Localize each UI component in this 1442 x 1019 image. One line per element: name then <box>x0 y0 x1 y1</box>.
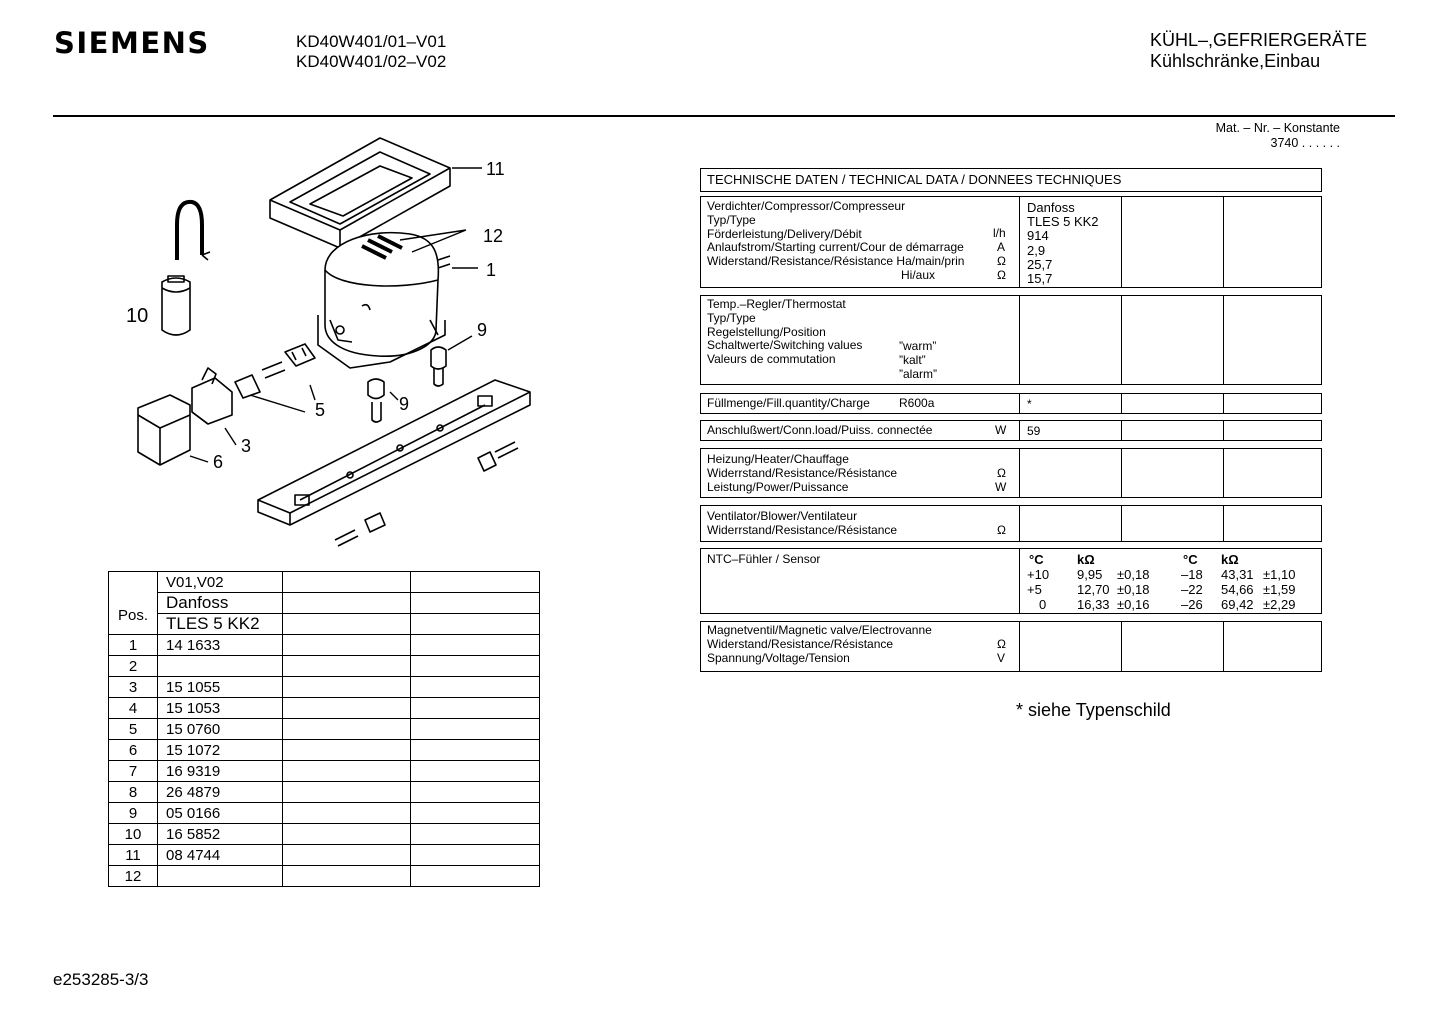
unit: Ω <box>997 268 1006 282</box>
pos-number: 7 <box>109 761 158 782</box>
empty-cell <box>283 677 411 698</box>
ntc-cell: 9,95 <box>1077 567 1103 582</box>
ntc-cell: –26 <box>1181 597 1203 612</box>
empty-cell <box>411 635 540 656</box>
ntc-cell: ±1,10 <box>1263 567 1296 582</box>
part-number: 14 1633 <box>158 635 283 656</box>
empty-cell <box>283 824 411 845</box>
unit: W <box>995 480 1007 494</box>
unit: V <box>997 651 1006 665</box>
part-number: 15 1055 <box>158 677 283 698</box>
part-number: 26 4879 <box>158 782 283 803</box>
ntc-cell: ±2,29 <box>1263 597 1296 612</box>
blower-box <box>700 505 1322 542</box>
model-number: KD40W401/01–V01 <box>296 32 447 51</box>
table-row <box>109 866 540 887</box>
pos-label: Pos. <box>109 572 158 635</box>
part-number: 16 9319 <box>158 761 283 782</box>
capacitor-part <box>162 202 210 335</box>
switch-value: ”warm” <box>899 339 937 353</box>
empty-cell <box>411 740 540 761</box>
empty-cell <box>283 740 411 761</box>
ntc-head: kΩ <box>1077 552 1095 567</box>
table-row <box>109 719 540 740</box>
ntc-cell: 69,42 <box>1221 597 1254 612</box>
part-number: 15 0760 <box>158 719 283 740</box>
compressor-labels: Verdichter/Compressor/Compresseur Typ/Type Förderleistung/Delivery/Débit Anlaufstrom/Starting current/Cour de démarrage Widerstand/Resistance/Résistance Ha/main/prin <box>707 199 965 269</box>
empty-cell <box>411 782 540 803</box>
conn-value: 59 <box>1027 424 1041 438</box>
compressor-part <box>318 233 450 368</box>
empty-cell <box>411 656 540 677</box>
category-line: Kühlschränke,Einbau <box>1150 51 1321 71</box>
unit: l/h <box>993 226 1006 240</box>
pos-number: 6 <box>109 740 158 761</box>
fill-box <box>700 393 1322 414</box>
ntc-head: °C <box>1029 552 1044 567</box>
callout-label: 9 <box>399 394 410 414</box>
compressor-box <box>700 196 1322 288</box>
part-number <box>158 866 283 887</box>
table-row <box>109 635 540 656</box>
table-row <box>109 593 540 614</box>
ntc-head: °C <box>1183 552 1198 567</box>
category-line: KÜHL–,GEFRIERGERÄTE <box>1150 30 1368 50</box>
ntc-cell: +5 <box>1027 582 1042 597</box>
pin-part <box>495 442 518 458</box>
pos-number: 4 <box>109 698 158 719</box>
ntc-cell: –22 <box>1181 582 1203 597</box>
variant-cell: V01,V02 <box>158 572 283 593</box>
empty-cell <box>283 845 411 866</box>
part-number: 05 0166 <box>158 803 283 824</box>
callout-label: 9 <box>477 320 488 340</box>
part-number: 16 5852 <box>158 824 283 845</box>
sleeve-part <box>478 452 496 471</box>
valve-labels: Magnetventil/Magnetic valve/Electrovanne Widerstand/Resistance/Résistance Spannung/Voltage/Tension <box>707 623 932 665</box>
clip-part <box>235 344 315 398</box>
empty-cell <box>411 803 540 824</box>
empty-cell <box>283 866 411 887</box>
ntc-cell: ±0,18 <box>1117 582 1150 597</box>
heater-box <box>700 448 1322 498</box>
table-row <box>109 572 540 593</box>
model-number: KD40W401/02–V02 <box>296 52 447 71</box>
mat-label: Mat. – Nr. – Konstante <box>1215 121 1340 135</box>
part-number: 15 1072 <box>158 740 283 761</box>
empty-cell <box>283 635 411 656</box>
empty-cell <box>411 698 540 719</box>
empty-cell <box>411 845 540 866</box>
empty-cell <box>283 761 411 782</box>
empty-cell <box>283 656 411 677</box>
table-row <box>109 782 540 803</box>
table-row <box>109 656 540 677</box>
empty-cell <box>411 824 540 845</box>
relay-part <box>192 368 232 424</box>
pos-number: 3 <box>109 677 158 698</box>
drip-tray-part <box>270 138 450 248</box>
pos-number: 1 <box>109 635 158 656</box>
callout-label: 11 <box>486 159 505 179</box>
aux-label: Hi/aux <box>901 268 936 282</box>
table-row <box>109 698 540 719</box>
ntc-cell: ±0,18 <box>1117 567 1150 582</box>
type-cell: TLES 5 KK2 <box>158 614 283 635</box>
ntc-cell: 12,70 <box>1077 582 1110 597</box>
unit: Ω <box>997 254 1006 268</box>
heater-labels: Heizung/Heater/Chauffage Widerrstand/Resistance/Résistance Leistung/Power/Puissance <box>707 452 898 494</box>
callout-label: 10 <box>126 305 149 327</box>
ntc-cell: 0 <box>1039 597 1047 612</box>
footnote: * siehe Typenschild <box>1016 700 1171 720</box>
header-divider <box>53 115 1395 117</box>
empty-cell <box>411 719 540 740</box>
thermostat-labels: Temp.–Regler/Thermostat Typ/Type Regelstellung/Position Schaltwerte/Switching values Valeurs de commutation <box>707 297 863 367</box>
part-number: 08 4744 <box>158 845 283 866</box>
empty-cell <box>411 761 540 782</box>
ntc-box <box>700 548 1322 614</box>
table-row <box>109 845 540 866</box>
pos-number: 10 <box>109 824 158 845</box>
sleeve-part <box>365 513 385 532</box>
part-number <box>158 656 283 677</box>
ntc-cell: +10 <box>1027 567 1050 582</box>
part-number: 15 1053 <box>158 698 283 719</box>
pos-number: 12 <box>109 866 158 887</box>
table-row <box>109 677 540 698</box>
pos-number: 11 <box>109 845 158 866</box>
brand-logo: SIEMENS <box>54 26 210 60</box>
table-row <box>109 824 540 845</box>
maker-cell: Danfoss <box>158 593 283 614</box>
blower-labels: Ventilator/Blower/Ventilateur Widerrstand/Resistance/Résistance <box>707 509 898 537</box>
ntc-cell: 43,31 <box>1221 567 1254 582</box>
ntc-cell: ±0,16 <box>1117 597 1150 612</box>
unit: A <box>997 240 1006 254</box>
compressor-values: Danfoss TLES 5 KK2 914 2,9 25,7 15,7 <box>1027 200 1099 287</box>
ntc-head: kΩ <box>1221 552 1239 567</box>
valve-box <box>700 621 1322 672</box>
callout-label: 5 <box>315 400 326 420</box>
ntc-cell: ±1,59 <box>1263 582 1296 597</box>
empty-cell <box>411 866 540 887</box>
empty-cell <box>283 803 411 824</box>
empty-cell <box>283 719 411 740</box>
relay-cover-part <box>138 395 190 465</box>
pos-number: 8 <box>109 782 158 803</box>
pos-number: 5 <box>109 719 158 740</box>
pin-part <box>335 530 358 546</box>
thermostat-box <box>700 295 1322 385</box>
empty-cell <box>283 782 411 803</box>
unit: Ω <box>997 466 1006 480</box>
table-row <box>109 614 540 635</box>
callout-label: 6 <box>213 452 224 472</box>
callout-label: 12 <box>483 226 504 246</box>
refrigerant: R600a <box>899 396 935 410</box>
connection-box <box>700 420 1322 441</box>
empty-cell <box>411 677 540 698</box>
switch-value: ”alarm” <box>899 367 937 381</box>
fill-value: * <box>1027 397 1032 411</box>
conn-label: Anschlußwert/Conn.load/Puiss. connectée <box>707 423 933 437</box>
fill-label: Füllmenge/Fill.quantity/Charge <box>707 396 870 410</box>
unit: Ω <box>997 523 1006 537</box>
table-row <box>109 761 540 782</box>
ntc-cell: 54,66 <box>1221 582 1254 597</box>
tech-title-box <box>700 168 1322 192</box>
unit: W <box>995 423 1007 437</box>
callout-label: 3 <box>241 436 252 456</box>
mat-value: 3740 . . . . . . <box>1270 136 1340 150</box>
model-numbers <box>296 32 446 72</box>
document-id: e253285-3/3 <box>53 970 149 989</box>
ntc-label: NTC–Fühler / Sensor <box>707 552 821 566</box>
material-constant <box>1150 121 1340 151</box>
pos-number: 9 <box>109 803 158 824</box>
parts-position-table <box>108 571 540 887</box>
tech-title: TECHNISCHE DATEN / TECHNICAL DATA / DONNEES TECHNIQUES <box>707 172 1122 187</box>
table-row <box>109 740 540 761</box>
unit: Ω <box>997 637 1006 651</box>
empty-cell <box>283 698 411 719</box>
pos-number: 2 <box>109 656 158 677</box>
category <box>1150 30 1367 72</box>
ntc-cell: –18 <box>1181 567 1203 582</box>
switch-value: ”kalt” <box>899 353 926 367</box>
exploded-parts-diagram <box>100 130 540 560</box>
ntc-cell: 16,33 <box>1077 597 1110 612</box>
callout-label: 1 <box>486 260 497 280</box>
table-row <box>109 803 540 824</box>
